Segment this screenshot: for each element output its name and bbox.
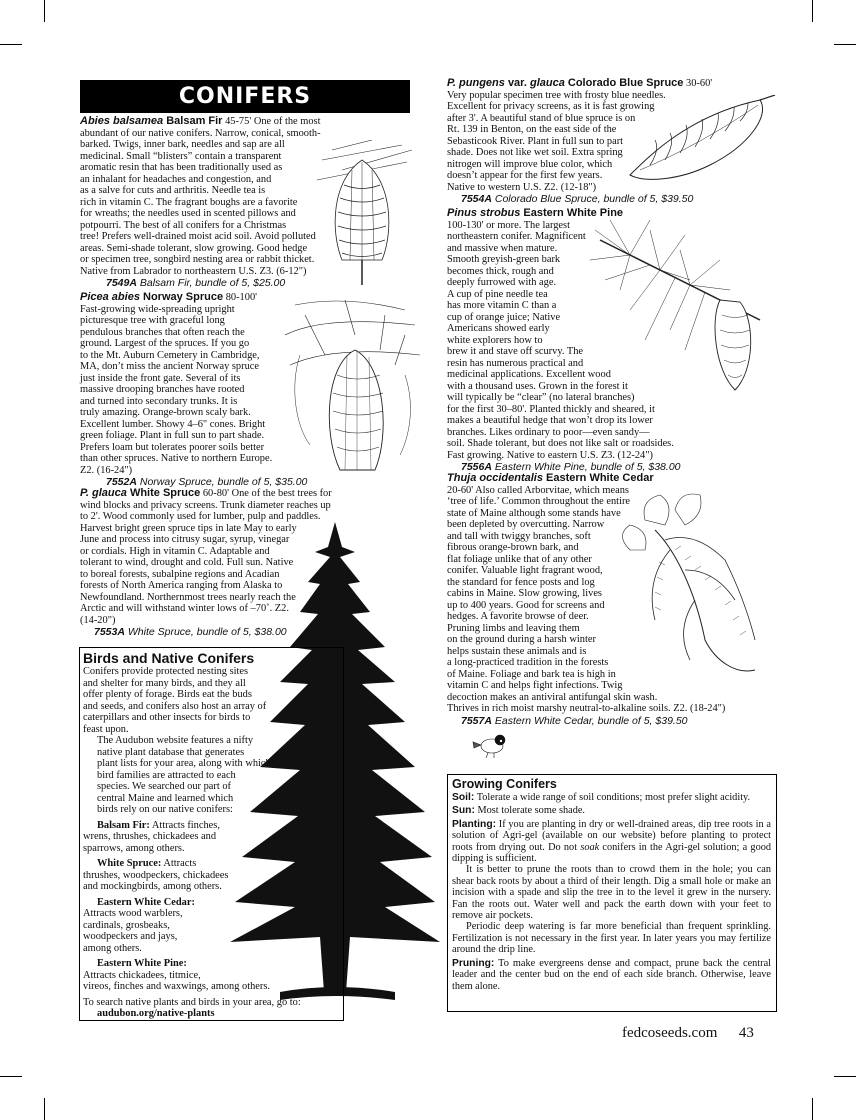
text-line: feast upon.: [83, 723, 129, 735]
text-line: Harvest bright green spruce tips in late May to early: [80, 522, 297, 534]
text-line: forests of North America ranging from Alaska to: [80, 580, 283, 591]
fir-cone-icon: [312, 140, 412, 290]
section-banner: [80, 80, 410, 113]
bird-list-balsam: Balsam Fir: Attracts finches, wrens, thrushes, chickadees and sparrows, among others.: [83, 820, 443, 855]
text-line: than other spruces. Native to northern Europe.: [80, 453, 273, 464]
entry-title: Abies balsamea Balsam Fir: [80, 115, 223, 127]
text-line: green foliage. Plant in full sun to part shade.: [80, 430, 265, 441]
text-line: fibrous orange-brown bark, and: [447, 542, 579, 553]
text-line: and massive when mature.: [447, 242, 558, 254]
order-line: 7556A Eastern White Pine, bundle of 5, $38.00: [461, 461, 681, 473]
entry-title: Pinus strobus Eastern White Pine: [447, 207, 624, 219]
bird-list-cedar: Eastern White Cedar: Attracts wood warblers, cardinals, grosbeaks, woodpeckers and jays, among others.: [83, 897, 443, 955]
prune-roots-paragraph: It is better to prune the roots than to crowd them in the hole; you can shear back roots by about a third of their length. Dig a small hole or make an incision with a spade and slip the tree in to the level it grew in the nursery. Fan the roots out. Water well and pack the earth down with your feet to remove air pockets.: [452, 864, 771, 922]
text-line: massive drooping branches have rooted: [80, 384, 245, 395]
text-line: offer plenty of forage. Birds eat the buds: [83, 689, 252, 700]
balsam-fir-entry: Abies balsamea Balsam Fir 45-75' One of the most abundant of our native conifers. Narrow, conical, smooth- barked. Twigs, inner bark, needles and sap are all medicinal. Small “blisters” contain a transparent aromatic resin that has been traditionally used as an inhalant for headaches and congestion, and as a salve for cuts and arthritis. Needle tea is rich in vitamin C. The fragrant boughs are a favorite for wreaths; the needles used in scented pillows and potpourri. The best of all conifers for a Christmas tree! Prefers well-drained moist acid soil. Avoid polluted areas. Semi-shade tolerant, slow growing. Good hedge or specimen tree, songbird nesting area or rabbit thicket. Native from Labrador to northeastern U.S. Z3. (6-12") 7549A Balsam Fir, bundle of 5, $25.00: [80, 116, 415, 289]
audubon-link[interactable]: audubon.org/native-plants: [97, 1008, 215, 1019]
text-line: branches. Likes ordinary to poor—even sandy—: [447, 426, 650, 438]
text-line: and turned into secondary trunks. It is: [80, 395, 238, 407]
text-line: thrushes, woodpeckers, chickadees: [83, 869, 229, 881]
growing-box-content: [452, 777, 771, 992]
text-line: Very popular specimen tree with frosty blue needles.: [447, 89, 666, 101]
page-number: 43: [738, 1025, 754, 1041]
text-line: ground. Largest of the spruces. If you go: [80, 338, 250, 349]
white-spruce-entry: P. glauca White Spruce 60-80' One of the best trees for wind blocks and privacy screens. Trunk diameter reaches up to 2'. Wood commonly used for lumber, pulp and paddles. Harvest bright green spruce tips in late May to early June and process into citrusy sugar, syrup, vinegar or cordials. High in vitamin C. Adaptable and tolerant to wind, drought and cold. Full sun. Native to boreal forests, subalpine regions and Acadian forests of North America ranging from Alaska to Newfoundland. Northernmost trees nearly reach the Arctic and will withstand winter lows of –70˚. Z2. (14-20") 7553A White Spruce, bundle of 5, $38.00: [80, 488, 435, 638]
entry-title: Thuja occidentalis Eastern White Cedar: [447, 472, 654, 484]
text-line: rich in vitamin C. The fragrant boughs are a favorite: [80, 196, 298, 208]
text-line: bird families are attracted to each: [97, 769, 236, 781]
text-line: abundant of our native conifers. Narrow, conical, smooth-: [80, 127, 321, 139]
text-line: with a thousand uses. Grown in the forest it: [447, 380, 628, 392]
text-line: Smooth greyish-green bark: [447, 254, 561, 265]
cedar-cone-icon: [615, 490, 780, 680]
text-line: Attracts wood warblers,: [83, 908, 183, 919]
text-line: conifer. Valuable light fragrant wood,: [447, 565, 603, 576]
norway-spruce-entry: Picea abies Norway Spruce 80-100' Fast-growing wide-spreading upright picturesque tree with graceful long pendulous branches that often reach the ground. Largest of the spruces. If you go to the Mt. Auburn Cemetery in Cambridge, MA, don’t miss the ancient Norway spruce just inside the front gate. Several of its massive drooping branches have rooted and turned into secondary trunks. It is truly amazing. Orange-brown scaly bark. Excellent lumber. Showy 4–6" cones. Bright green foliage. Plant in full sun to part shade. Prefers loam but tolerates poorer soils better than other spruces. Native to northern Europe. Z2. (16-24") 7552A Norway Spruce, bundle of 5, $35.00: [80, 292, 415, 488]
text-line: areas. Semi-shade tolerant, slow growing. Good hedge: [80, 242, 308, 254]
text-line: resin has numerous practical and: [447, 357, 584, 369]
text-line: for wreaths; the needles used in scented pillows and: [80, 208, 296, 219]
text-line: shade. Does not like wet soil. Extra spring: [447, 147, 623, 158]
text-line: aromatic resin that has been traditionally used as: [80, 162, 283, 173]
white-pine-icon: [590, 220, 775, 400]
text-line: Sebasticook River. Plant in full sun to part: [447, 135, 624, 147]
text-line: A cup of pine needle tea: [447, 288, 548, 300]
text-line: has more vitamin C than a: [447, 300, 557, 311]
bird-list-spruce: White Spruce: Attracts thrushes, woodpeckers, chickadees and mockingbirds, among others.: [83, 858, 443, 893]
text-line: caterpillars and other insects for birds to: [83, 712, 251, 723]
text-line: tree! Prefers well-drained moist acid soil. Avoid polluted: [80, 231, 316, 242]
text-line: deeply furrowed with age.: [447, 277, 557, 288]
text-line: brew it and stave off scurvy. The: [447, 346, 584, 357]
text-line: flat foliage unlike that of any other: [447, 553, 592, 565]
text-line: for the first 30–80'. Planted thickly and sheared, it: [447, 403, 655, 415]
page-footer: [622, 1025, 754, 1042]
text-line: been depleted by overcutting. Narrow: [447, 519, 605, 530]
bird-list-pine: Eastern White Pine: Attracts chickadees, titmice, vireos, finches and waxwings, among others.: [83, 958, 443, 993]
box-title: Birds and Native Conifers: [83, 650, 255, 666]
text-line: an inhalant for headaches and congestion, and: [80, 173, 272, 185]
text-line: northeastern conifer. Magnificent: [447, 231, 586, 242]
text-line: potpourri. The best of all conifers for a Christmas: [80, 219, 287, 231]
text-line: will typically be “clear” (no lateral branches): [447, 392, 635, 403]
text-line: 100-130' or more. The largest: [447, 219, 570, 231]
text-line: sparrows, among others.: [83, 842, 185, 854]
text-line: or cordials. High in vitamin C. Adaptable and: [80, 545, 270, 557]
text-line: to 2'. Wood commonly used for lumber, pulp and paddles.: [80, 511, 321, 522]
birds-box-content: [83, 650, 443, 1020]
text-line: picturesque tree with graceful long: [80, 315, 225, 326]
text-line: on the ground during a harsh winter: [447, 634, 596, 645]
text-line: and tall with twiggy branches, soft: [447, 530, 591, 542]
order-line: 7552A Norway Spruce, bundle of 5, $35.00: [106, 476, 308, 488]
text-line: barked. Twigs, inner bark, needles and sap are all: [80, 139, 285, 150]
text-line: Prefers loam but tolerates poorer soils better: [80, 441, 265, 453]
text-line: the standard for fence posts and log: [447, 576, 595, 588]
planting-note: Planting: If you are planting in dry or well-drained areas, dip tree roots in a solution of Agri-gel (available on our website) before planting to protect roots from drying out. Do not soak conifers in the Agri-gel solution; a good dipping is sufficient.: [452, 818, 772, 865]
text-line: decoction makes an antiviral antifungal skin wash.: [447, 691, 658, 703]
order-line: 7553A White Spruce, bundle of 5, $38.00: [94, 626, 287, 638]
footer-site[interactable]: fedcoseeds.com: [622, 1025, 718, 1041]
pruning-note: Pruning: To make evergreens dense and compact, prune back the central leader and the center bud on the end of each side branch. Otherwise, leave them alone.: [452, 957, 772, 992]
text-line: Z2. (16-24"): [80, 464, 133, 476]
text-line: (14-20"): [80, 614, 116, 626]
text-line: Fast-growing wide-spreading upright: [80, 303, 235, 315]
norway-spruce-cone-icon: [285, 295, 420, 480]
text-line: native plant database that generates: [97, 746, 245, 758]
text-line: of Maine. Foliage and bark tea is high in: [447, 668, 616, 680]
text-line: Excellent lumber. Showy 4–6" cones. Bright: [80, 418, 266, 430]
text-line: up to 400 years. Good for screens and: [447, 599, 605, 611]
text-line: Attracts chickadees, titmice,: [83, 969, 201, 981]
entry-title: P. glauca White Spruce: [80, 487, 201, 499]
birds-paragraph: [83, 735, 443, 816]
birds-paragraph: [83, 666, 443, 735]
entry-title: Picea abies Norway Spruce: [80, 291, 224, 303]
text-line: vitamin C and helps fight infections. Twig: [447, 680, 623, 691]
text-line: birds rely on our native conifers:: [97, 804, 233, 815]
text-line: becomes thick, rough and: [447, 265, 554, 277]
text-line: MA, don’t miss the ancient Norway spruce: [80, 361, 260, 372]
text-line: truly amazing. Orange-brown scaly bark.: [80, 407, 251, 418]
text-line: wrens, thrushes, chickadees and: [83, 831, 217, 842]
text-line: plant lists for your area, along with which: [97, 758, 271, 769]
text-line: Excellent for privacy screens, as it is fast growing: [447, 101, 655, 112]
text-line: or specimen tree, songbird nesting area or rabbit thicket.: [80, 254, 315, 265]
text-line: a long-practiced tradition in the forests: [447, 657, 609, 668]
text-line: central Maine and learned which: [97, 792, 234, 804]
text-line: wind blocks and privacy screens. Trunk diameter reaches up: [80, 499, 331, 511]
text-line: makes a beautiful hedge that won’t drop its lower: [447, 415, 653, 426]
text-line: tolerant to wind, drought and cold. Full sun. Native: [80, 557, 294, 568]
text-line: vireos, finches and waxwings, among others.: [83, 981, 270, 992]
text-line: and mockingbirds, among others.: [83, 881, 222, 892]
text-line: medicinal applications. Excellent wood: [447, 369, 611, 380]
text-line: Conifers provide protected nesting sites: [83, 666, 249, 677]
order-line: 7549A Balsam Fir, bundle of 5, $25.00: [106, 277, 286, 289]
text-line: soil. Shade tolerant, but does not like salt or roadsides.: [447, 438, 674, 449]
soil-note: Soil: Tolerate a wide range of soil conditions; most prefer slight acidity.: [452, 792, 751, 803]
text-line: Pruning limbs and leaving them: [447, 622, 580, 634]
text-line: among others.: [83, 942, 142, 954]
text-line: helps sustain these animals and is: [447, 645, 587, 657]
banner-title: CONIFERS: [178, 84, 312, 109]
text-line: Arctic and will withstand winter lows of –70˚. Z2.: [80, 603, 289, 614]
text-line: as a salve for cuts and arthritis. Needle tea is: [80, 185, 266, 196]
box-title: Growing Conifers: [452, 777, 557, 791]
text-line: Thrives in rich moist marshy neutral-to-alkaline soils. Z2. (18-24"): [447, 703, 726, 714]
text-line: just inside the front gate. Several of its: [80, 372, 241, 384]
text-line: Newfoundland. Northernmost trees nearly reach the: [80, 591, 296, 603]
text-line: Rt. 139 in Benton, on the east side of the: [447, 124, 617, 135]
text-line: cardinals, grosbeaks,: [83, 919, 170, 931]
text-line: state of Maine although some stands have: [447, 507, 621, 519]
text-line: pendulous branches that often reach the: [80, 326, 245, 338]
text-line: and seeds, and conifers also host an array of: [83, 700, 267, 712]
text-line: Native to western U.S. Z2. (12-18"): [447, 181, 597, 193]
chickadee-icon: [472, 730, 512, 760]
text-line: species. We searched our part of: [97, 781, 231, 792]
sun-note: Sun: Most tolerate some shade.: [452, 805, 585, 817]
text-line: medicinal. Small “blisters” contain a transparent: [80, 150, 282, 162]
watering-paragraph: Periodic deep watering is far more beneficial than frequent sprinkling. Fertilization is not necessary in the first year. In later years you may fertilize around the drip line.: [452, 921, 771, 956]
text-line: after 3'. A beautiful stand of blue spruce is on: [447, 112, 636, 124]
text-line: white explorers how to: [447, 334, 543, 346]
text-line: 20-60' Also called Arborvitae, which means: [447, 484, 629, 496]
search-instructions: To search native plants and birds in your area, go to:: [83, 996, 301, 1008]
entry-title: P. pungens var. glauca Colorado Blue Spruce: [447, 77, 684, 89]
text-line: hedges. A favorite browse of deer.: [447, 611, 589, 622]
text-line: ‘tree of life.’ Common throughout the entire: [447, 496, 631, 507]
blue-spruce-entry: P. pungens var. glauca Colorado Blue Spruce 30-60' Very popular specimen tree with frosty blue needles. Excellent for privacy screens, as it is fast growing after 3'. A beautiful stand of blue spruce is on Rt. 139 in Benton, on the east side of the Sebasticook River. Plant in full sun to part shade. Does not like wet soil. Extra spring nitrogen will improve blue color, which doesn’t appear for the first few years. Native to western U.S. Z2. (12-18") 7554A Colorado Blue Spruce, bundle of 5, $39.50: [447, 78, 777, 205]
text-line: Fast growing. Native to eastern U.S. Z3. (12-24"): [447, 449, 653, 461]
blue-spruce-cone-icon: [620, 95, 780, 185]
text-line: to boreal forests, subalpine regions and Acadian: [80, 568, 280, 580]
text-line: nitrogen will improve blue color, which: [447, 158, 613, 170]
text-line: cup of orange juice; Native: [447, 311, 561, 323]
text-line: The Audubon website features a nifty: [97, 735, 254, 746]
text-line: Americans showed early: [447, 323, 550, 334]
text-line: to the Mt. Auburn Cemetery in Cambridge,: [80, 349, 260, 361]
text-line: doesn’t appear for the first few years.: [447, 170, 603, 181]
text-line: June and process into citrusy sugar, syrup, vinegar: [80, 534, 290, 545]
text-line: cabins in Maine. Slow growing, lives: [447, 588, 602, 599]
text-line: and shelter for many birds, and they all: [83, 677, 246, 689]
order-line: 7554A Colorado Blue Spruce, bundle of 5, $39.50: [461, 193, 694, 205]
text-line: woodpeckers and jays,: [83, 931, 178, 942]
text-line: Native from Labrador to northeastern U.S. Z3. (6-12"): [80, 265, 307, 277]
order-line: 7557A Eastern White Cedar, bundle of 5, $39.50: [461, 714, 688, 727]
